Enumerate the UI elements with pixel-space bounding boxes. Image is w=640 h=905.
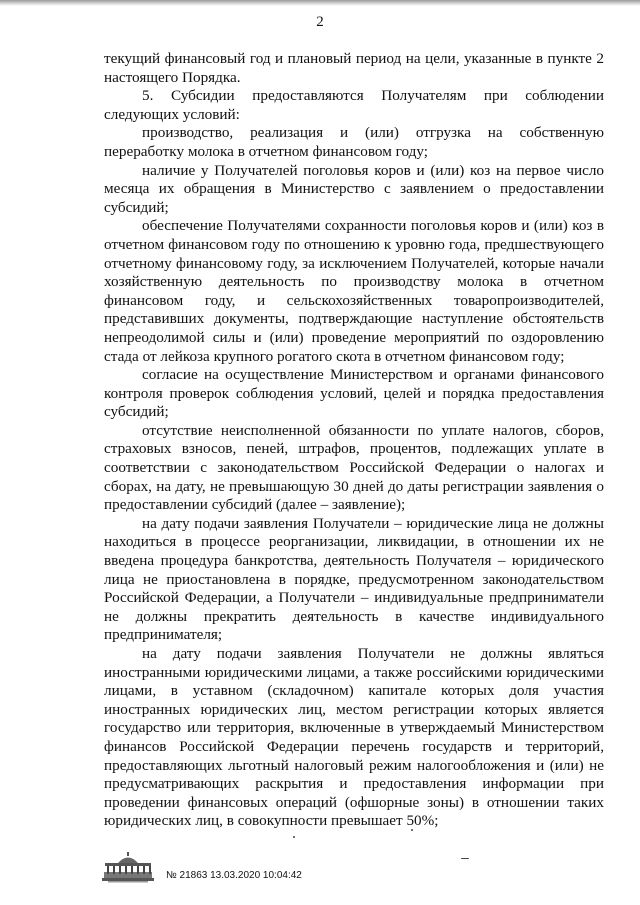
paragraph-continuation: текущий финансовый год и плановый период на цели, указанные в пункте 2 настоящего Порядка. (104, 50, 604, 86)
paragraph-item-5: 5. Субсидии предоставляются Получателям при соблюдении следующих условий: (104, 87, 604, 123)
document-body (104, 50, 604, 831)
paragraph-condition-livestock: наличие у Получателей поголовья коров и (или) коз на первое число месяца их обращения в Министерство с заявлением о предоставлении субсидий; (104, 161, 604, 216)
paragraph-condition-herd-preservation: обеспечение Получателями сохранности поголовья коров и (или) коз в отчетном финансовом году по отношению к уровню года, предшествующего отчетному финансовому году, за исключением Получателей, которые начали хозяйственную деятельность по производству молока в отчетном финансовом году, и сельскохозяйственных товаропроизводителей, представивших документы, подтверждающие наступление обстоятельств непреодолимой силы и (или) проведение мероприятий по оздоровлению стада от лейкоза крупного рогатого скота в отчетном финансовом году; (104, 217, 604, 365)
scan-speck (293, 836, 295, 838)
scan-speck (411, 829, 413, 831)
paragraph-condition-production: производство, реализация и (или) отгрузка на собственную переработку молока в отчетном финансовом году; (104, 124, 604, 160)
registration-stamp: № 21863 13.03.2020 10:04:42 (166, 870, 302, 881)
paragraph-condition-no-tax-debt: отсутствие неисполненной обязанности по уплате налогов, сборов, страховых взносов, пеней, штрафов, процентов, подлежащих уплате в соответствии с законодательством Российской Федерации о налогах и сборах, на дату, не превышающую 30 дней до даты регистрации заявления о предоставлении субсидий (далее – заявление); (104, 421, 604, 514)
page-number: 2 (316, 14, 324, 30)
registration-footer (100, 850, 400, 884)
paragraph-condition-no-reorganization: на дату подачи заявления Получатели – юридические лица не должны находиться в процессе реорганизации, ликвидации, в отношении их не введена процедура банкротства, деятельность Получателя – юридического лица не приостановлена в порядке, предусмотренном законодательством Российской Федерации, а Получатели – индивидуальные предприниматели не должны прекратить деятельность в качестве индивидуального предпринимателя; (104, 514, 604, 644)
scan-speck (461, 858, 469, 859)
building-emblem-icon (100, 850, 156, 884)
scan-top-edge (0, 0, 640, 6)
paragraph-condition-no-offshore: на дату подачи заявления Получатели не должны являться иностранными юридическими лицами, а также российскими юридическими лицами, в уставном (складочном) капитале которых доля участия иностранных юридических лиц, местом регистрации которых является государство или территория, включенные в утверждаемый Министерством финансов Российской Федерации перечень государств и территорий, предоставляющих льготный налоговый режим налогообложения и (или) не предусматривающих раскрытия и предоставления информации при проведении финансовых операций (офшорные зоны) в отношении таких юридических лиц, в совокупности превышает 50%; (104, 645, 604, 830)
paragraph-condition-consent: согласие на осуществление Министерством и органами финансового контроля проверок соблюдения условий, целей и порядка предоставления субсидий; (104, 366, 604, 421)
